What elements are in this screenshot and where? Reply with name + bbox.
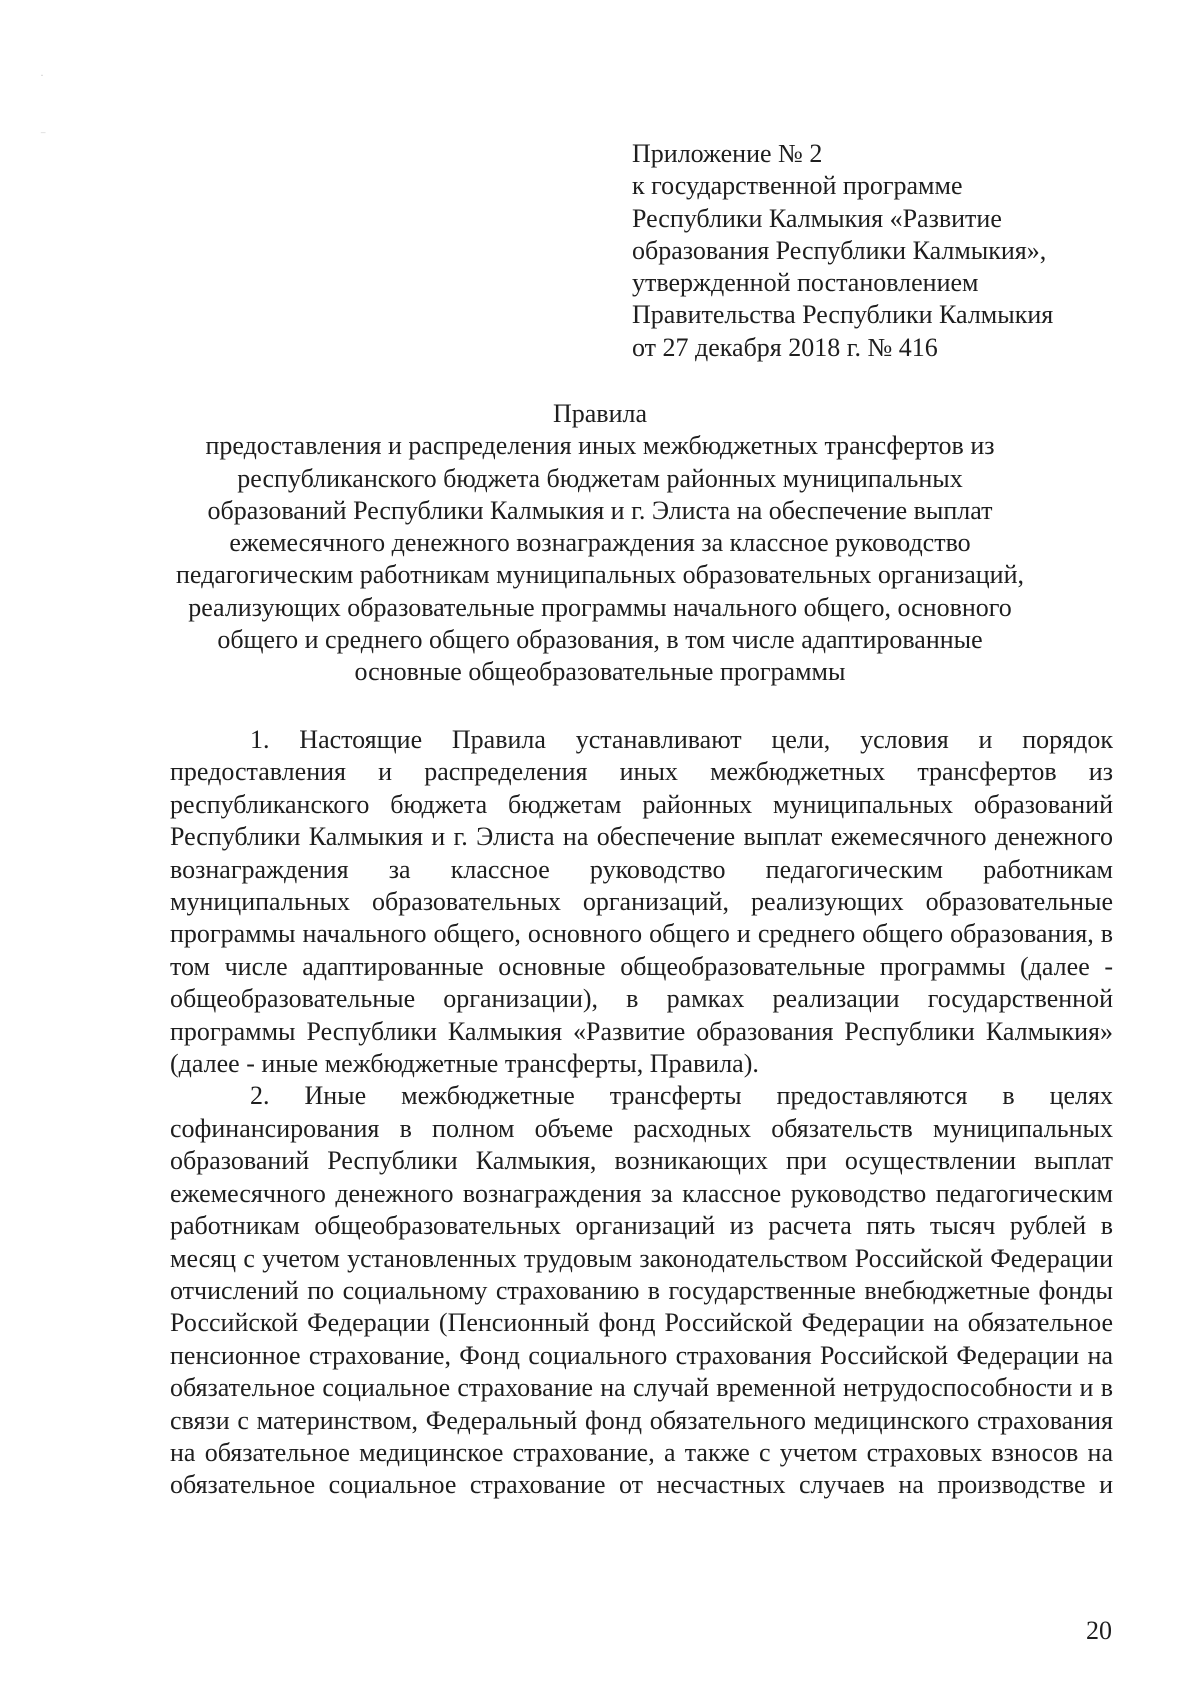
appendix-line: к государственной программе (632, 171, 963, 201)
title-line: образований Республики Калмыкия и г. Элиста на обеспечение выплат (207, 495, 993, 525)
appendix-line: утвержденной постановлением (632, 268, 979, 298)
title-line: общего и среднего общего образования, в том числе адаптированные (217, 625, 983, 655)
title-line: педагогическим работникам муниципальных образовательных организаций, (175, 560, 1025, 590)
appendix-line: Приложение № 2 (632, 139, 823, 168)
paragraph-2: 2. Иные межбюджетные трансферты предоставляются в целях софинансирования в полном объеме расходных обязательств муниципальных образований Республики Калмыкия, возникающих при осуществлении выплат ежемесячного денежного вознаграждения за классное руководство педагогическим работникам общеобразовательных организаций из расчета пять тысяч рублей в месяц с учетом установленных трудовым законодательством Российской Федерации отчислений по социальному страхованию в государственные внебюджетные фонды Российской Федерации (Пенсионный фонд Российской Федерации на обязательное пенсионное страхование, Фонд социального страхования Российской Федерации на обязательное социальное страхование на случай временной нетрудоспособности и в связи с материнством, Федеральный фонд обязательного медицинского страхования на обязательное медицинское страхование, а также с учетом страховых взносов на обязательное социальное страхование от несчастных случаев на производстве и (170, 1081, 1113, 1500)
title-line: предоставления и распределения иных межбюджетных трансфертов из (205, 431, 995, 461)
title-line: реализующих образовательные программы начального общего, основного (188, 592, 1012, 622)
document-body (170, 724, 1113, 1502)
appendix-line: от 27 декабря 2018 г. № 416 (632, 332, 938, 362)
page-number: 20 (1086, 1616, 1112, 1645)
scan-artifact: ⁻ (40, 128, 47, 142)
title-line: ежемесячного денежного вознаграждения за классное руководство (229, 528, 971, 558)
paragraph-1: 1. Настоящие Правила устанавливают цели, условия и порядок предоставления и распределения иных межбюджетных трансфертов из республиканского бюджета бюджетам районных муниципальных образований Республики Калмыкия и г. Элиста на обеспечение выплат ежемесячного денежного вознаграждения за классное руководство педагогическим работникам муниципальных образовательных организаций, реализующих образовательные программы начального общего, основного общего и среднего общего образования, в том числе адаптированные основные общеобразовательные программы (далее - общеобразовательные организации), в рамках реализации государственной программы Республики Калмыкия «Развитие образования Республики Калмыкия» (далее - иные межбюджетные трансферты, Правила). (170, 725, 1113, 1079)
title-line: республиканского бюджета бюджетам районных муниципальных (237, 463, 963, 493)
document-title (150, 398, 1050, 689)
appendix-header (632, 138, 1152, 364)
title-heading: Правила (552, 399, 648, 428)
scan-artifact: · (40, 68, 44, 82)
appendix-line: Республики Калмыкия «Развитие (632, 203, 1002, 233)
appendix-line: Правительства Республики Калмыкия (632, 300, 1054, 330)
title-line: основные общеобразовательные программы (354, 657, 846, 687)
appendix-line: образования Республики Калмыкия», (632, 235, 1047, 265)
